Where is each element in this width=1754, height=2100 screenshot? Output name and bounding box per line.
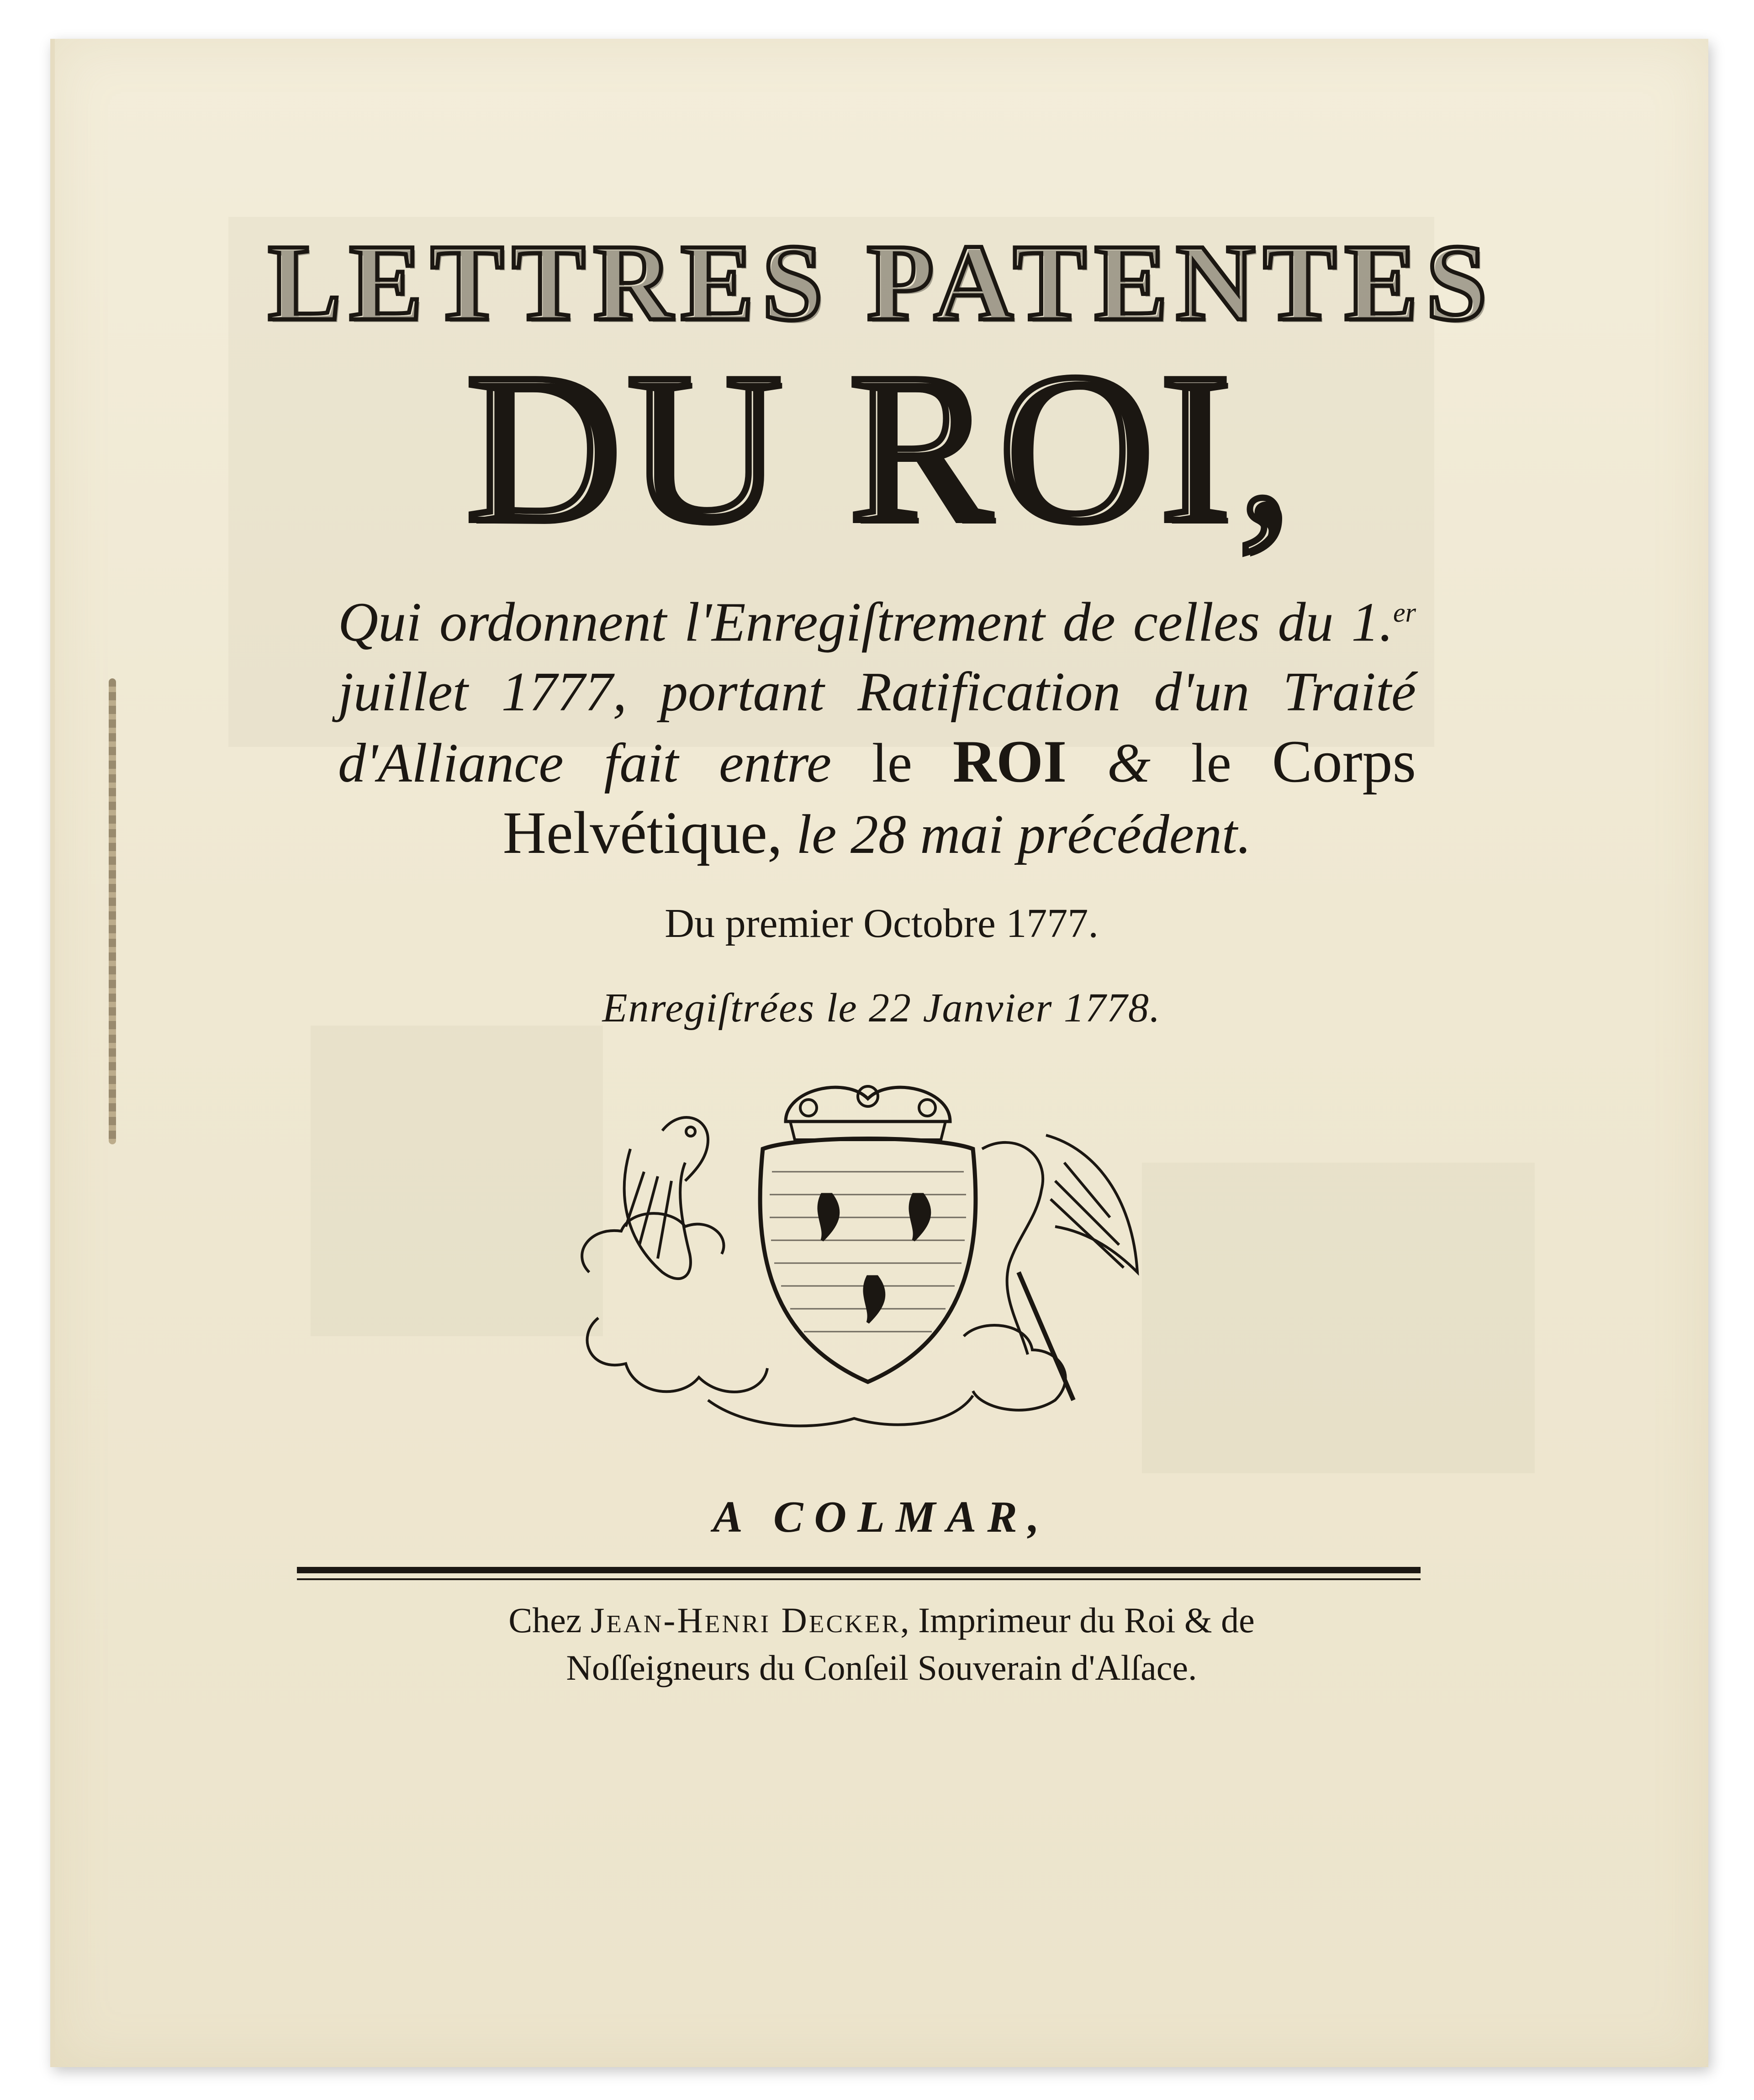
summary-part-3: le 28 mai précédent.: [782, 803, 1252, 865]
summary-roi: ROI: [952, 727, 1067, 795]
eagle-icon: [624, 1117, 708, 1279]
summary-article-2: le: [1191, 732, 1272, 794]
summary-part-1: Qui ordonnent l'Enregiſtrement de celles du 1.: [338, 591, 1394, 653]
summary-superscript: er: [1393, 598, 1416, 628]
document-page: [50, 39, 1708, 2067]
summary-corps: Corps Helvétique,: [502, 727, 1416, 866]
printer-prefix: Chez: [508, 1600, 591, 1640]
divider-thick: [297, 1567, 1421, 1573]
summary-part-2: juillet 1777, portant Ratification d'un Traité d'Alliance fait entre: [338, 661, 1416, 794]
printer-name: Jean-Henri Decker: [591, 1600, 901, 1640]
fleur-de-lis-icon: [819, 1195, 930, 1322]
crown-icon: [786, 1086, 950, 1140]
summary-ampersand: &: [1067, 732, 1191, 794]
summary-paragraph: [338, 578, 1416, 869]
printer-line-2: Noſſeigneurs du Conſeil Souverain d'Alſace.: [566, 1648, 1197, 1687]
printer-info: [55, 1597, 1708, 1692]
printer-line-1-rest: , Imprimeur du Roi & de: [900, 1600, 1255, 1640]
date-registered: Enregiſtrées le 22 Janvier 1778.: [602, 985, 1161, 1031]
shield-icon: [760, 1139, 976, 1382]
divider-thin: [297, 1578, 1421, 1580]
date-issued: Du premier Octobre 1777.: [665, 901, 1099, 946]
title-line-1: LETTRES PATENTES: [268, 222, 1495, 343]
summary-article-1: le: [872, 732, 953, 794]
title-line-2: DU ROI,: [465, 328, 1298, 566]
bleed-through-shadow: [1142, 1163, 1535, 1473]
royal-coat-of-arms-icon: [571, 1080, 1160, 1437]
clouds-icon: [582, 1213, 1066, 1426]
bleed-through-shadow: [311, 1026, 603, 1336]
imprint-place: A COLMAR,: [713, 1492, 1051, 1542]
